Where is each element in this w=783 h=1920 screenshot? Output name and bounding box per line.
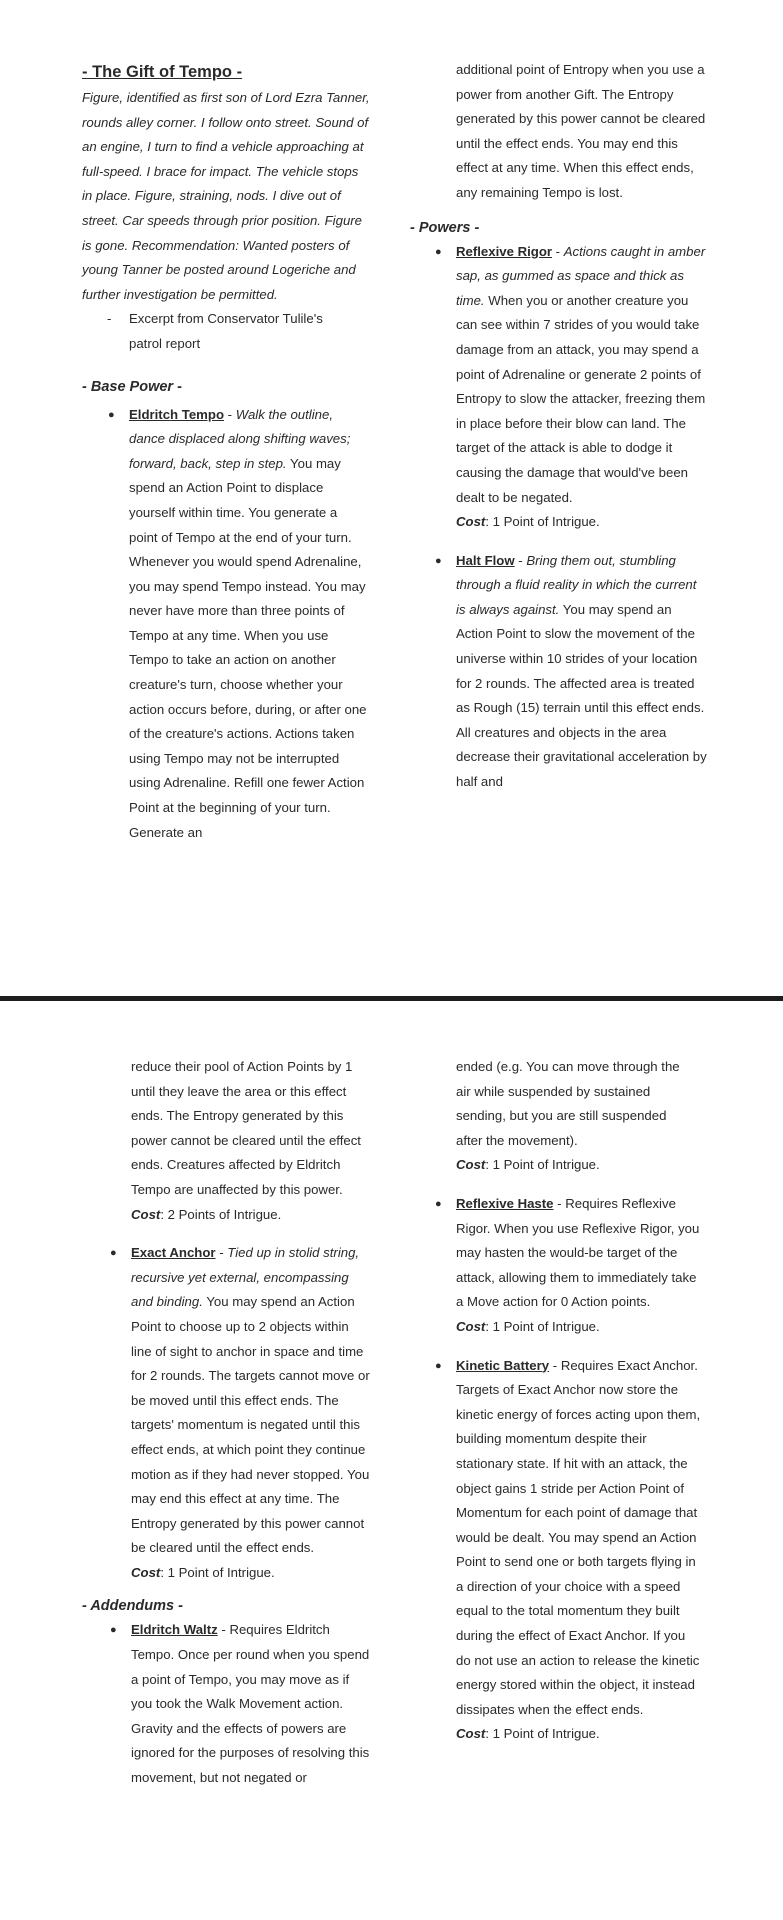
power-separator: - [514, 552, 527, 568]
page-divider [0, 996, 783, 1001]
continuation-text: ended (e.g. You can move through the air while suspended by sustained sending, but you are still suspended after the movement). [456, 1059, 680, 1148]
power-cost [456, 510, 708, 535]
power-cost [456, 1153, 710, 1178]
power-name: Exact Anchor [131, 1245, 216, 1261]
power-kinetic-battery [435, 1354, 701, 1748]
power-description: Requires Reflexive Rigor. When you use Reflexive Rigor, you may hasten the would-be target of the attack, allowing them to immediately take a Move action for 0 Action points. [456, 1195, 700, 1310]
power-separator: - [552, 243, 564, 259]
power-description: When you or another creature you can see within 7 strides of you would take damage from an attack, you may spend a point of Adrenaline or generate 2 points of Entropy to slow the attacker, freezing them in place before their blow can land. The target of the attack is able to dodge it causing the damage that would've been dealt to be negated. [456, 292, 706, 505]
gift-title: - The Gift of Tempo - [82, 63, 243, 81]
power-flavor: Tied up in stolid string, recursive yet external, encompassing and binding. [131, 1245, 360, 1310]
power-separator: - [549, 1357, 561, 1373]
power-separator: - [224, 406, 236, 422]
cost-label: Cost [456, 1726, 486, 1742]
power-name: Reflexive Rigor [456, 243, 553, 259]
power-cost [456, 1315, 701, 1340]
cost-label: Cost [456, 1318, 486, 1334]
page1-left-column [82, 60, 372, 845]
addendums-heading: - Addendums - [82, 1598, 183, 1615]
cost-label: Cost [131, 1564, 161, 1580]
intro-quote: Figure, identified as first son of Lord Ezra Tanner, rounds alley corner. I follow onto street. Sound of an engine, I turn to find a vehicle approaching at full-speed. I brace for impact. The vehicle stops in place. Figure, straining, nods. I dive out of street. Car speeds through prior position. Figure is gone. Recommendation: Wanted posters of young Tanner be posted around Logeriche and further investigation be permitted. [82, 90, 370, 302]
bullet-icon: ● [435, 245, 442, 258]
excerpt-attribution [107, 307, 359, 356]
bullet-icon: ● [110, 1247, 117, 1260]
bullet-icon: ● [110, 1624, 117, 1637]
continuation-text: reduce their pool of Action Points by 1 until they leave the area or this effect ends. The Entropy generated by this power cannot be cleared until the effect ends. Creatures affected by Eldritch Tempo are unaffected by this power. [131, 1059, 361, 1197]
page2-right-column [410, 1055, 710, 1747]
excerpt-text: Excerpt from Conservator Tulile's patrol report [129, 311, 323, 351]
bullet-icon: ● [435, 554, 442, 567]
power-name: Eldritch Waltz [131, 1622, 218, 1638]
power-name: Kinetic Battery [456, 1357, 550, 1373]
power-reflexive-haste [435, 1192, 701, 1340]
power-description: You may spend an Action Point to displace yourself within time. You generate a point of Tempo at the end of your turn. Whenever you would spend Adrenaline, you may spend Tempo instead. You may never have more than three points of Tempo at any time. When you use Tempo to take an action on another creature's turn, choose whether your action occurs before, during, or after one of the creature's actions. Actions taken using Tempo may not be interrupted using Adrenaline. Refill one fewer Action Point at the beginning of your turn. Generate an [129, 455, 367, 840]
power-description: You may spend an Action Point to choose up to 2 objects within line of sight to anchor in space and time for 2 rounds. The targets cannot move or be moved until this effect ends. The targets' momentum is negated until this effect ends, at which point they continue motion as if they had never stopped. You may end this effect at any time. The Entropy generated by this power cannot be cleared until the effect ends. [131, 1294, 370, 1556]
power-reflexive-rigor [435, 240, 708, 535]
bullet-icon: ● [435, 1359, 442, 1372]
power-description: You may spend an Action Point to slow the movement of the universe within 10 strides of your location for 2 rounds. The affected area is treated as Rough (15) terrain until this effect ends. All creatures and objects in the area decrease their gravitational acceleration by half and [456, 601, 707, 790]
cost-value: : 1 Point of Intrigue. [485, 514, 600, 530]
power-exact-anchor [110, 1241, 371, 1585]
power-separator: - [553, 1195, 566, 1211]
power-flavor: Actions caught in amber sap, as gummed as space and thick as time. [456, 243, 706, 308]
power-description: Requires Exact Anchor. Targets of Exact Anchor now store the kinetic energy of forces acting upon them, building momentum despite their stationary state. If hit with an attack, the object gains 1 stride per Action Point of Momentum for each point of damage that would be dealt. You may spend an Action Point to send one or both targets flying in a direction of your choice with a speed equal to the total momentum they built during the effect of Exact Anchor. If you do not use an action to release the kinetic energy stored within the object, it instead dissipates when the effect ends. [456, 1357, 701, 1717]
cost-value: : 1 Point of Intrigue. [485, 1318, 600, 1334]
power-cost [456, 1722, 701, 1747]
power-flavor: Bring them out, stumbling through a fluid reality in which the current is always against. [456, 552, 697, 617]
power-eldritch-waltz [110, 1618, 371, 1790]
bullet-icon: ● [435, 1197, 442, 1210]
cost-label: Cost [456, 1157, 486, 1173]
power-separator: - [217, 1622, 230, 1638]
cost-value: : 1 Point of Intrigue. [485, 1157, 600, 1173]
cost-label: Cost [131, 1206, 161, 1222]
page2-left-column [82, 1055, 382, 1791]
page-2 [0, 1005, 783, 1920]
power-cost [131, 1203, 382, 1228]
power-name: Eldritch Tempo [129, 406, 225, 422]
cost-value: : 1 Point of Intrigue. [160, 1564, 275, 1580]
page1-right-column [410, 58, 710, 795]
continuation-text: additional point of Entropy when you use a power from another Gift. The Entropy generated by this power cannot be cleared until the effect ends. You may end this effect at any time. When this effect ends, any remaining Tempo is lost. [456, 62, 706, 200]
cost-value: : 2 Points of Intrigue. [160, 1206, 282, 1222]
power-separator: - [215, 1245, 228, 1261]
base-power-heading: - Base Power - [82, 378, 182, 395]
power-cost [131, 1561, 371, 1586]
power-description: Requires Eldritch Tempo. Once per round when you spend a point of Tempo, you may move as if you took the Walk Movement action. Gravity and the effects of powers are ignored for the purposes of resolving this movement, but not negated or [131, 1622, 370, 1786]
power-halt-flow [435, 549, 708, 795]
power-flavor: Walk the outline, dance displaced along shifting waves; forward, back, step in step. [129, 406, 351, 471]
bullet-icon: ● [108, 408, 115, 421]
cost-label: Cost [456, 514, 486, 530]
power-eldritch-tempo [108, 403, 369, 846]
powers-heading: - Powers - [410, 219, 480, 236]
power-name: Reflexive Haste [456, 1195, 554, 1211]
power-name: Halt Flow [456, 552, 515, 568]
excerpt-dash: - [107, 311, 112, 327]
cost-value: : 1 Point of Intrigue. [485, 1726, 600, 1742]
